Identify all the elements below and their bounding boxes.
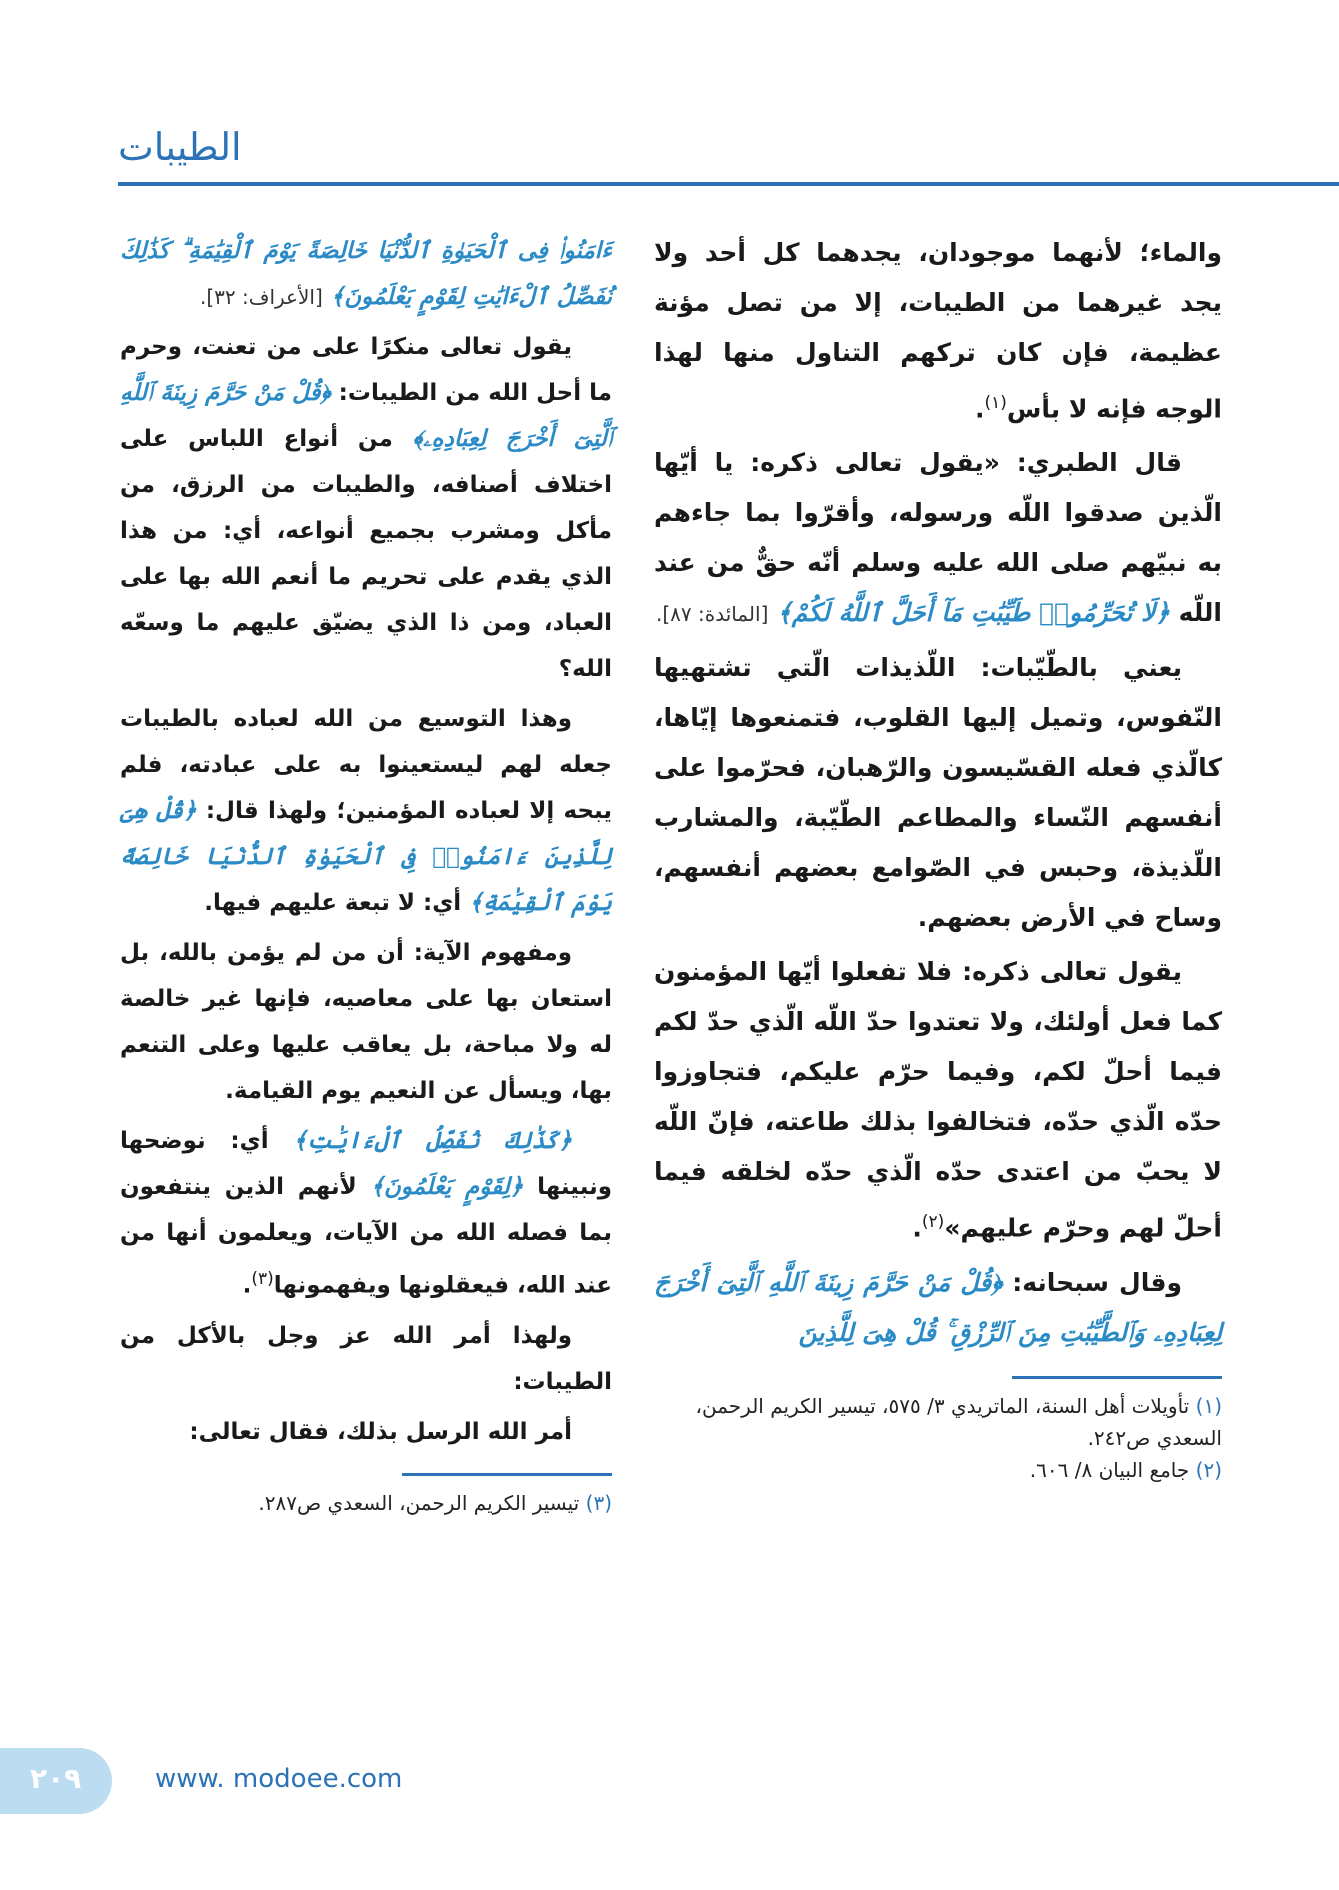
footnote [654, 1454, 1222, 1486]
paragraph-text: لأنهم الذين ينتفعون بما فصله الله من الآيات، ويعلمون أنها من عند الله، فيعقلونها ويفهمونها [120, 1174, 612, 1299]
paragraph-text: والماء؛ لأنهما موجودان، يجدهما كل أحد ولا يجد غيرهما من الطيبات، إلا من تصل مؤنة عظيمة، فإن كان تركهم التناول منها لهذا الوجه فإنه لا بأس [654, 238, 1222, 424]
verse-reference: [الأعراف: ٣٢]. [199, 285, 323, 309]
paragraph-text: ولهذا أمر الله عز وجل بالأكل من الطيبات: [120, 1322, 612, 1395]
right-column [654, 228, 1222, 1362]
quran-verse: ﴿لَا تُحَرِّمُوا۟ طَيِّبَٰتِ مَآ أَحَلَّ ٱللَّهُ لَكُمْ﴾ [777, 598, 1170, 628]
paragraph [120, 324, 612, 692]
paragraph-text: أمر الله الرسل بذلك، فقال تعالى: [189, 1418, 572, 1445]
paragraph: والماء؛ لأنهما موجودان، يجدهما كل أحد ولا يجد غيرهما من الطيبات، إلا من تصل مؤنة عظيمة، فإن كان تركهم التناول منها لهذا الوجه فإنه لا بأس$^{(١)}$. [654, 238, 1222, 424]
paragraph-text: يقول تعالى منكرًا على من تعنت، وحرم ما أحل الله من الطيبات: [120, 334, 612, 406]
paragraph-text: يعني بالطّيّبات: اللّذيذات الّتي تشتهيها النّفوس، وتميل إليها القلوب، فتمنعوها إيّاها، كالّذي فعله القسّيسون والرّهبان، فحرّموا على أنفسهم النّساء والمطاعم الطّيّبة، والمشارب اللّذيذة، وحبس في الصّوامع بعضهم أنفسهم، وساح في الأرض بعضهم. [654, 653, 1222, 933]
footnote-number: (٣) [579, 1491, 612, 1515]
quran-verse: ﴿قُلْ مَنْ حَرَّمَ زِينَةَ ٱللَّهِ ٱلَّتِىٓ أَخْرَجَ لِعِبَادِهِۦ﴾ [120, 379, 612, 452]
page-number: ٢٠٩ [30, 1762, 82, 1795]
paragraph-text: وقال سبحانه: [1012, 1267, 1182, 1297]
paragraph [654, 1258, 1222, 1358]
paragraph [120, 696, 612, 926]
paragraph [654, 438, 1222, 639]
footnote-number: (١) [1189, 1394, 1222, 1418]
paragraph: يقول تعالى ذكره: فلا تفعلوا أيّها المؤمنون كما فعل أولئك، ولا تعتدوا حدّ اللّه الّذي حدّ لكم فيما أحلّ لكم، وفيما حرّم عليكم، فتجاوزوا حدّه الّذي حدّه، فتخالفوا بذلك طاعته، فإنّ اللّه لا يحبّ من اعتدى حدّه الّذي حدّه لخلقه فيما أحلّ لهم وحرّم عليهم»$^{(٢)}$. [654, 957, 1222, 1243]
paragraph: ﴿كَذَٰلِكَ نُفَصِّلُ ٱلْءَايَٰتِ﴾ أي: نوضحها ونبينها ﴿لِقَوْمٍ يَعْلَمُونَ﴾ لأنهم الذين ينتفعون بما فصله الله من الآيات، ويعلمون أنها من عند الله، فيعقلونها ويفهمونها$^{(٣)}$. [120, 1127, 613, 1299]
paragraph-text: قال الطبري: «يقول تعالى ذكره: يا أيّها الّذين صدقوا اللّه ورسوله، وأقرّوا بما جاءهم به نبيّهم صلى الله عليه وسلم أنّه حقٌّ من عند اللّه [654, 448, 1222, 628]
paragraph [654, 643, 1222, 943]
page-title: الطيبات [118, 125, 242, 169]
footnote [654, 1390, 1222, 1454]
quran-verse: ﴿كَذَٰلِكَ نُفَصِّلُ ٱلْءَايَٰتِ﴾ [293, 1127, 572, 1154]
paragraph-text: ومفهوم الآية: أن من لم يؤمن بالله، بل استعان بها على معاصيه، فإنها غير خالصة له ولا مباحة، بل يعاقب عليها وعلى التنعم بها، ويسأل عن النعيم يوم القيامة. [120, 940, 612, 1104]
footnote-number: (٢) [1189, 1458, 1222, 1482]
paragraph-text: من أنواع اللباس على اختلاف أصنافه، والطيبات من الرزق، من مأكل ومشرب بجميع أنواعه، أي: من هذا الذي يقدم على تحريم ما أنعم الله بها على العباد، ومن ذا الذي يضيّق عليهم ما وسعّه الله؟ [120, 426, 612, 682]
left-column [120, 228, 612, 1459]
footnote-marker: (١) [984, 393, 1007, 413]
verse-reference: [المائدة: ٨٧]. [655, 602, 769, 627]
footnote-text: تيسير الكريم الرحمن، السعدي ص٢٨٧. [258, 1491, 580, 1515]
quran-verse: ﴿لِقَوْمٍ يَعْلَمُونَ﴾ [370, 1173, 524, 1200]
paragraph-text: يقول تعالى ذكره: فلا تفعلوا أيّها المؤمنون كما فعل أولئك، ولا تعتدوا حدّ اللّه الّذي حدّ لكم فيما أحلّ لكم، وفيما حرّم عليكم، فتجاوزوا حدّه الّذي حدّه، فتخالفوا بذلك طاعته، فإنّ اللّه لا يحبّ من اعتدى حدّه الّذي حدّه لخلقه فيما أحلّ لهم وحرّم عليهم» [654, 957, 1222, 1243]
paragraph [120, 930, 612, 1114]
website-link[interactable]: www. modoee.com [155, 1764, 403, 1794]
quran-verse: ءَامَنُوا۟ فِى ٱلْحَيَوٰةِ ٱلدُّنْيَا خَالِصَةً يَوْمَ ٱلْقِيَٰمَةِ ۗ كَذَٰلِكَ نُفَصِّلُ ٱلْءَايَٰتِ لِقَوْمٍ يَعْلَمُونَ﴾ [120, 237, 612, 310]
paragraph [120, 1409, 612, 1455]
footnote [120, 1487, 612, 1519]
footnote-text: جامع البيان ٨/ ٦٠٦. [1029, 1458, 1190, 1482]
paragraph-text: وهذا التوسيع من الله لعباده بالطيبات جعله لهم ليستعينوا به على عبادته، فلم يبحه إلا لعباده المؤمنين؛ ولهذا قال: [120, 706, 613, 824]
footnote-divider [1012, 1376, 1222, 1379]
footnote-divider [402, 1473, 612, 1476]
footnote-marker: (٢) [921, 1212, 945, 1233]
footnotes [120, 1487, 612, 1519]
footnotes [654, 1390, 1222, 1486]
paragraph [120, 228, 612, 320]
header-divider [118, 182, 1339, 186]
footnote-marker: (٣) [251, 1269, 274, 1289]
paragraph [120, 1313, 612, 1405]
paragraph-text: أي: نوضحها ونبينها [120, 1128, 613, 1200]
paragraph-text: أي: لا تبعة عليهم فيها. [204, 890, 462, 916]
quran-verse: ﴿قُلْ هِىَ لِلَّذِينَ ءَامَنُوا۟ فِى ٱلْحَيَوٰةِ ٱلدُّنْيَا خَالِصَةً يَوْمَ ٱلْقِيَٰمَةِ﴾ [120, 797, 612, 916]
footnote-text: تأويلات أهل السنة، الماتريدي ٣/ ٥٧٥، تيسير الكريم الرحمن، السعدي ص٢٤٢. [695, 1394, 1222, 1450]
quran-verse: ﴿قُلْ مَنْ حَرَّمَ زِينَةَ ٱللَّهِ ٱلَّتِىٓ أَخْرَجَ لِعِبَادِهِۦ وَٱلطَّيِّبَٰتِ مِنَ ٱلرِّزْقِ ۚ قُلْ هِىَ لِلَّذِينَ [654, 1267, 1222, 1347]
